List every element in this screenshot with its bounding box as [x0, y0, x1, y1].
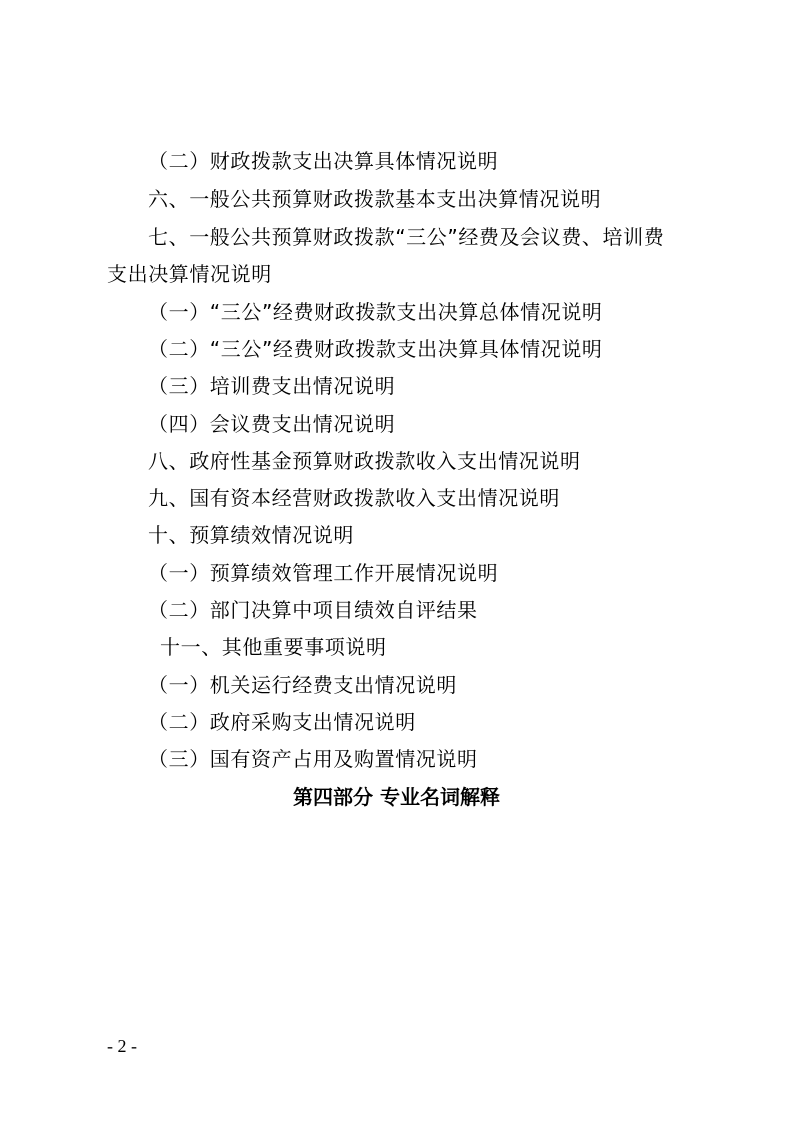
toc-line: （一）机关运行经费支出情况说明 [148, 673, 457, 697]
toc-line: 七、一般公共预算财政拨款“三公”经费及会议费、培训费 [148, 225, 665, 249]
toc-line: （四）会议费支出情况说明 [148, 412, 396, 436]
toc-line: （二）部门决算中项目绩效自评结果 [148, 598, 478, 622]
toc-line: （一）预算绩效管理工作开展情况说明 [148, 561, 499, 585]
toc-line: （三）培训费支出情况说明 [148, 374, 396, 398]
toc-line: 六、一般公共预算财政拨款基本支出决算情况说明 [148, 187, 602, 211]
toc-line: 八、政府性基金预算财政拨款收入支出情况说明 [148, 449, 581, 473]
toc-line: 支出决算情况说明 [107, 262, 272, 286]
page-number: - 2 - [107, 1036, 137, 1056]
toc-line: 九、国有资本经营财政拨款收入支出情况说明 [148, 486, 560, 510]
toc-line: （二）财政拨款支出决算具体情况说明 [148, 149, 499, 173]
section-heading: 第四部分 专业名词解释 [293, 785, 500, 809]
toc-line: （一）“三公”经费财政拨款支出决算总体情况说明 [148, 300, 603, 324]
toc-line: 十、预算绩效情况说明 [148, 523, 354, 547]
toc-line: （二）“三公”经费财政拨款支出决算具体情况说明 [148, 337, 603, 361]
toc-line: （三）国有资产占用及购置情况说明 [148, 747, 478, 771]
toc-line: 十一、其他重要事项说明 [160, 635, 387, 659]
toc-line: （二）政府采购支出情况说明 [148, 710, 416, 734]
